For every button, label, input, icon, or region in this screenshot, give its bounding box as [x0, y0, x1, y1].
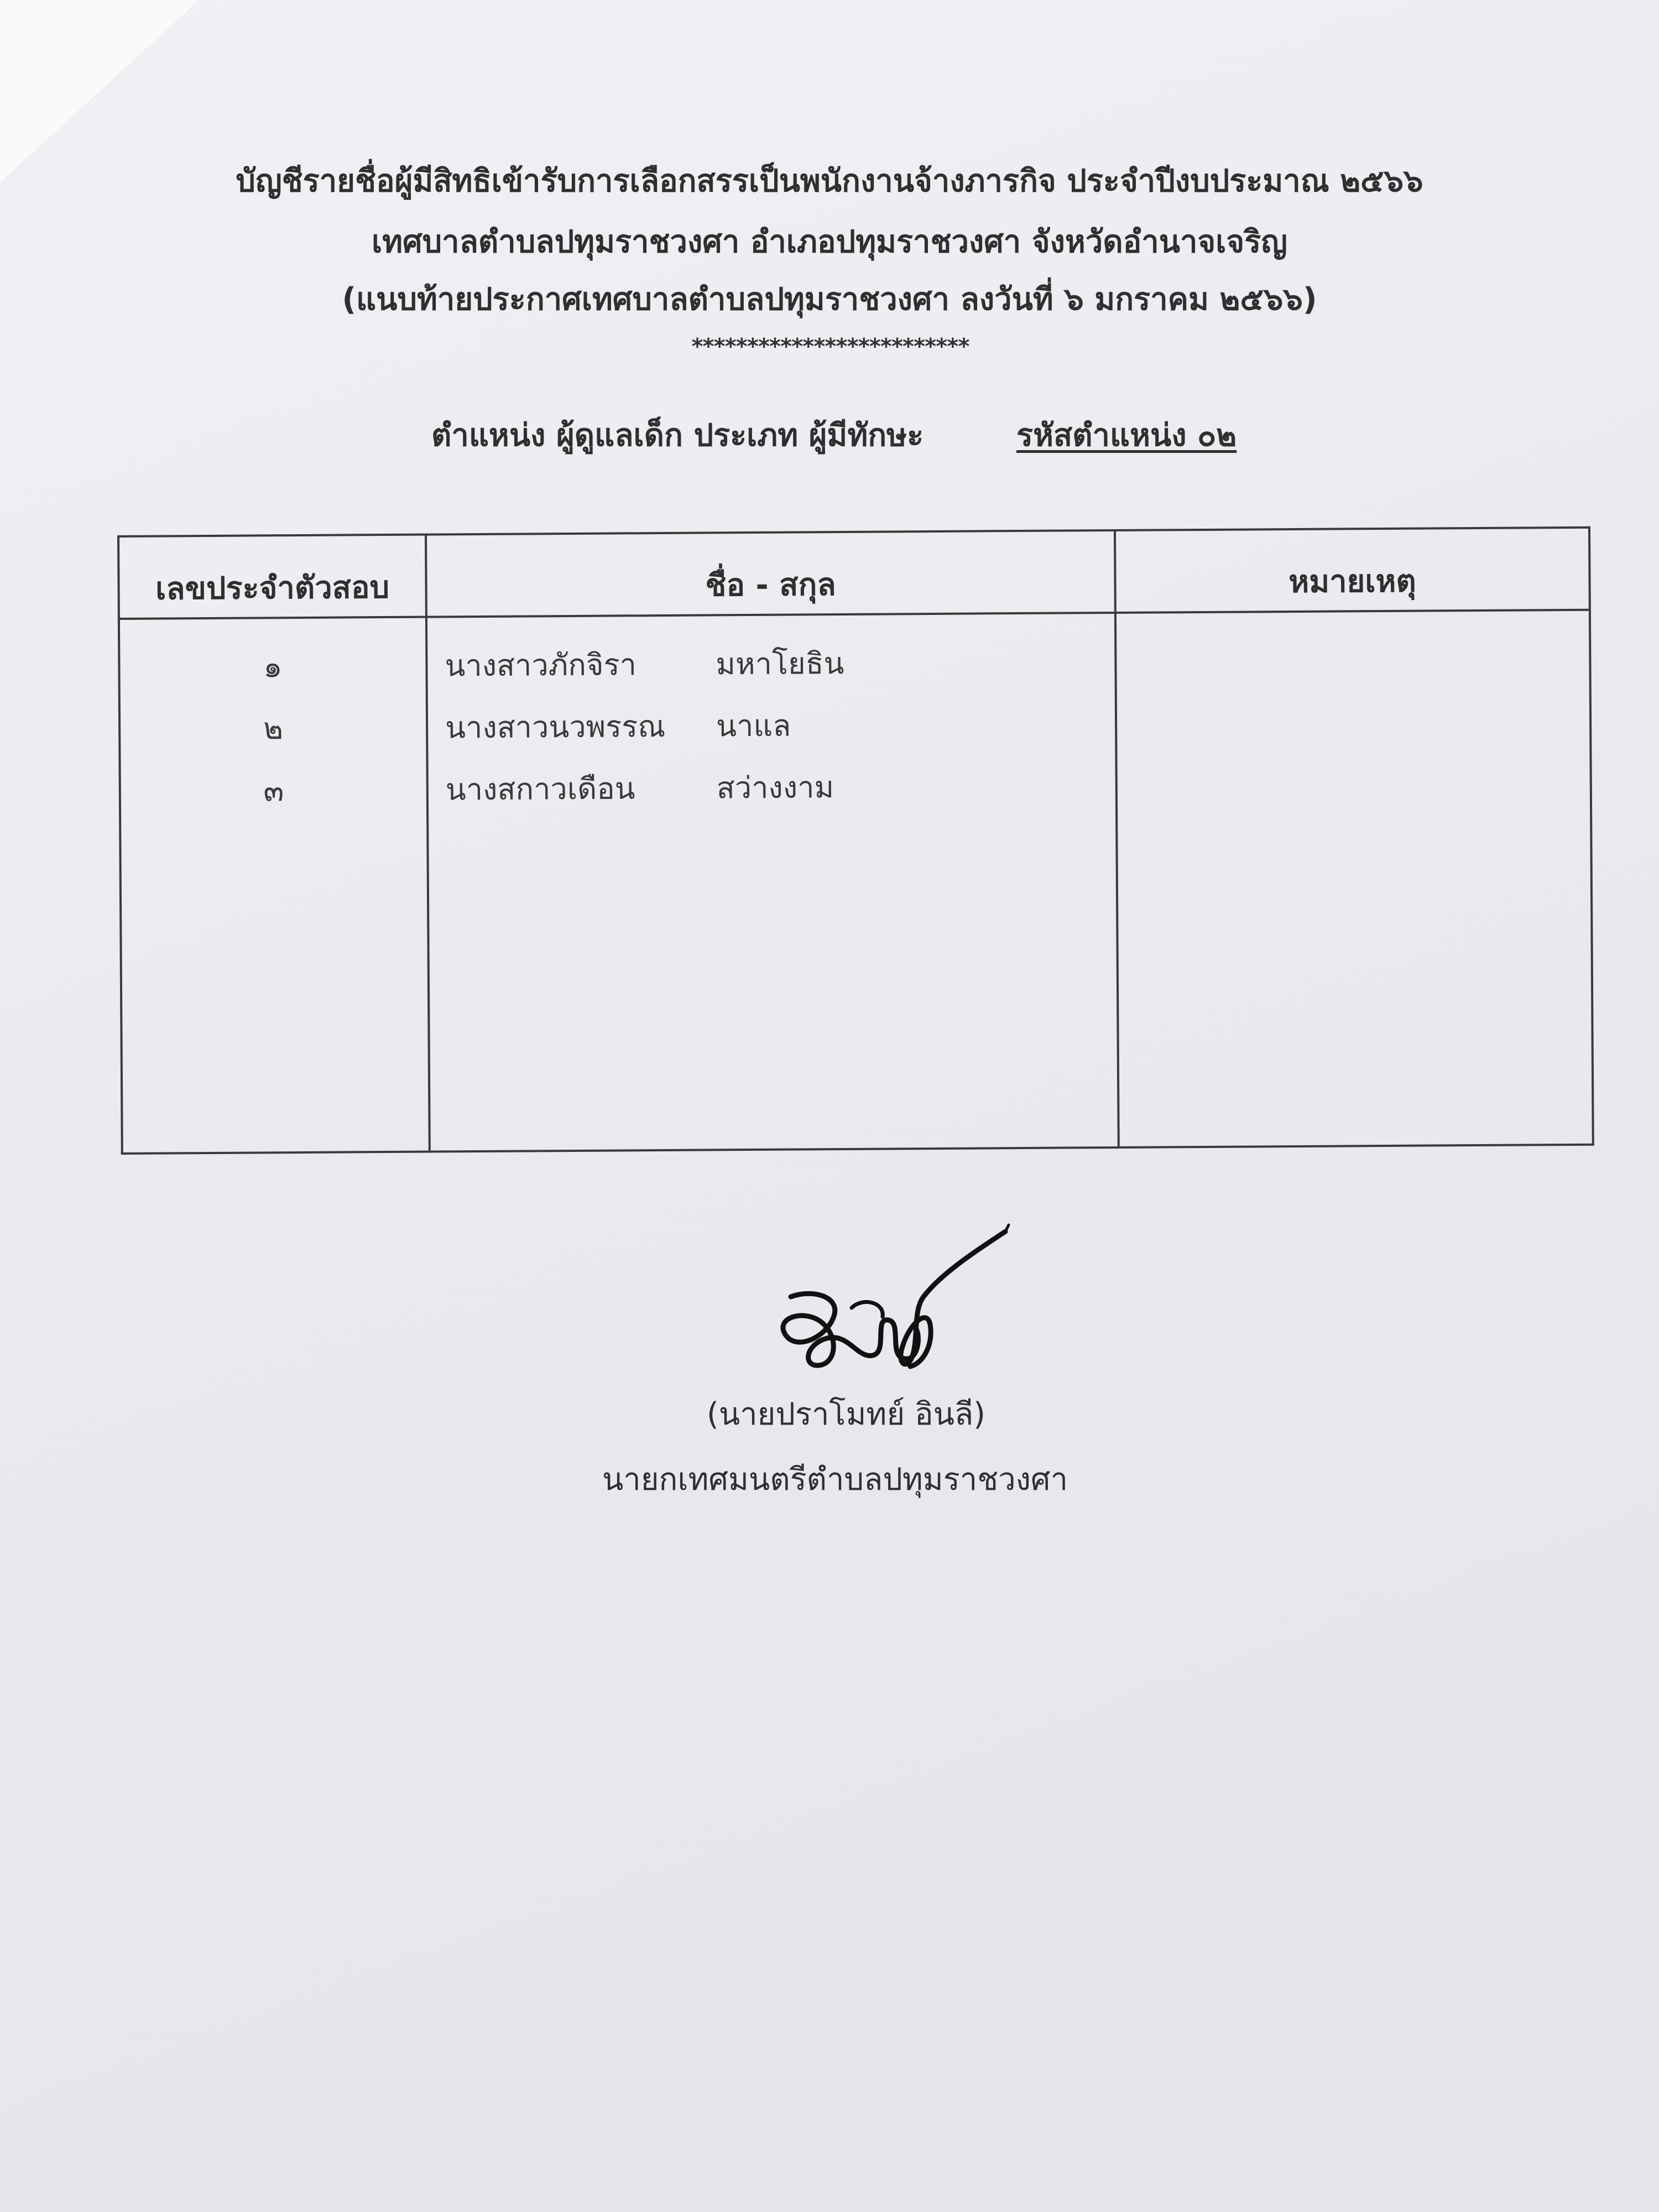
first-name: นางสกาวเดือน: [445, 771, 635, 807]
name-list: [428, 614, 1115, 821]
remarks-column: [1115, 610, 1593, 1147]
name-column: [426, 613, 1119, 1152]
header-exam-id: เลขประจำตัวสอบ: [118, 535, 426, 619]
name-row: [428, 631, 1114, 697]
header-remarks: หมายเหตุ: [1115, 528, 1590, 613]
exam-id-cell: ๓: [263, 773, 284, 808]
position-text: ตำแหน่ง ผู้ดูแลเด็ก ประเภท ผู้มีทักษะ: [431, 418, 924, 453]
exam-id-list: [121, 619, 426, 823]
signatory-title: นายกเทศมนตรีตำบลปทุมราชวงศา: [602, 1462, 1068, 1498]
exam-id-cell: ๑: [263, 649, 283, 685]
table-body-row: [119, 610, 1593, 1154]
signatory-name: (นายปราโมทย์ อินลี): [706, 1396, 986, 1432]
table-header-row: [118, 528, 1590, 619]
separator-stars: *************************: [690, 334, 969, 359]
last-name: มหาโยธิน: [716, 645, 844, 682]
page-corner-shade: [0, 0, 199, 182]
last-name: นาแล: [716, 708, 791, 744]
name-row: [429, 755, 1115, 821]
handwritten-signature: [774, 1214, 1018, 1391]
exam-id-column: [119, 617, 430, 1154]
first-name: นางสาวนวพรรณ: [445, 708, 666, 745]
candidate-table: [117, 526, 1594, 1155]
position-code: รหัสตำแหน่ง ๐๒: [1016, 418, 1237, 453]
document-title: บัญชีรายชื่อผู้มีสิทธิเข้ารับการเลือกสรรเป็นพนักงานจ้างภารกิจ ประจำปีงบประมาณ ๒๕๖๖: [236, 163, 1423, 199]
document-subtitle: เทศบาลตำบลปทุมราชวงศา อำเภอปทุมราชวงศา จังหวัดอำนาจเจริญ: [372, 224, 1287, 260]
first-name: นางสาวภักจิรา: [445, 647, 637, 684]
exam-id-cell: ๒: [263, 711, 284, 747]
last-name: สว่างงาม: [716, 770, 834, 806]
name-row: [429, 693, 1115, 759]
candidate-table-container: [117, 526, 1592, 1155]
document-reference: (แนบท้ายประกาศเทศบาลตำบลปทุมราชวงศา ลงวันที่ ๖ มกราคม ๒๕๖๖): [342, 281, 1317, 317]
header-full-name: ชื่อ - สกุล: [426, 530, 1115, 617]
